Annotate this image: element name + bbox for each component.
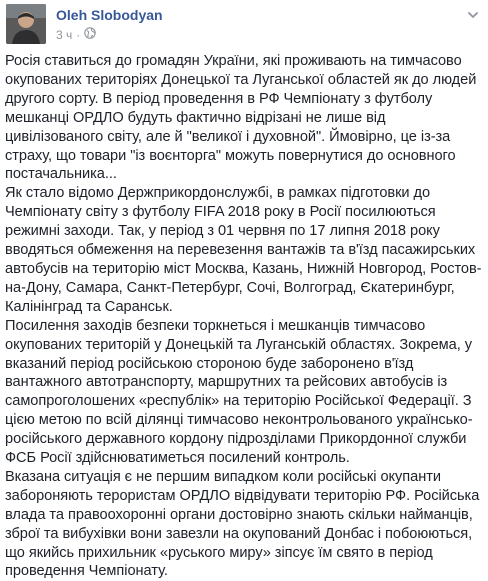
avatar[interactable] — [6, 4, 46, 44]
post-meta — [56, 27, 96, 41]
post-paragraph: Посилення заходів безпеки торкнеться і мешканців тимчасово окупованих територій у Донецькій та Луганській областях. Зокрема, у вказаний період російською стороною буде заборонено в'їзд вантажного автотранспорту, маршрутних та рейсових автобусів із самопроголошених «республік» на територію Російської Федерації. З цією метою по всій ділянці тимчасово неконтрольованого українсько-російського державного кордону підрозділами Прикордонної служби ФСБ Росії здійснюватиметься посилений контроль. — [5, 317, 473, 467]
chevron-down-icon[interactable] — [464, 8, 482, 20]
post-header — [6, 4, 482, 44]
post-paragraph: Як стало відомо Держприкордонслужбі, в рамках підготовки до Чемпіонату світу з футболу FIFA 2018 року в Росії посилюються режимні заходи. Так, у період з 01 червня по 17 липня 2018 року вводяться обмеження на перевезення вантажів та в'їзд пасажирських автобусів на територію міст Москва, Казань, Нижній Новгород, Ростов-на-Дону, Самара, Санкт-Петербург, Сочі, Волгоград, Єкатеринбург, Калінінград та Саранськ. — [5, 185, 482, 315]
post-paragraph: Росія ставиться до громадян України, які проживають на тимчасово окупованих територіях Донецької та Луганської областей як до людей другого сорту. В період проведення в РФ Чемпіонату з футболу мешканці ОРДЛО будуть фактично відрізані не лише від цивілізованого світу, але й "великої і духовной". Ймовірно, це із-за страху, що товари "із воєнторга" можуть повернутися до основного постачальника... — [5, 53, 477, 183]
author-name-link[interactable]: Oleh Slobodyan — [56, 7, 163, 23]
globe-icon[interactable] — [84, 27, 96, 42]
post-paragraph: Вказана ситуація є не першим випадком коли російські окупанти забороняють терористам ОРДЛО відвідувати територію РФ. Російська влада та правоохоронні органи достовірно знають скільки найманців, зброї та вибухівки вони завезли на окупований Донбас і побоюються, що якийсь прихильник «руського миру» зіпсує їм свято в період проведення Чемпіонату. — [5, 468, 480, 580]
meta-separator: · — [76, 27, 81, 42]
post-timestamp[interactable]: 3 ч — [56, 27, 73, 42]
post-body — [5, 52, 484, 581]
